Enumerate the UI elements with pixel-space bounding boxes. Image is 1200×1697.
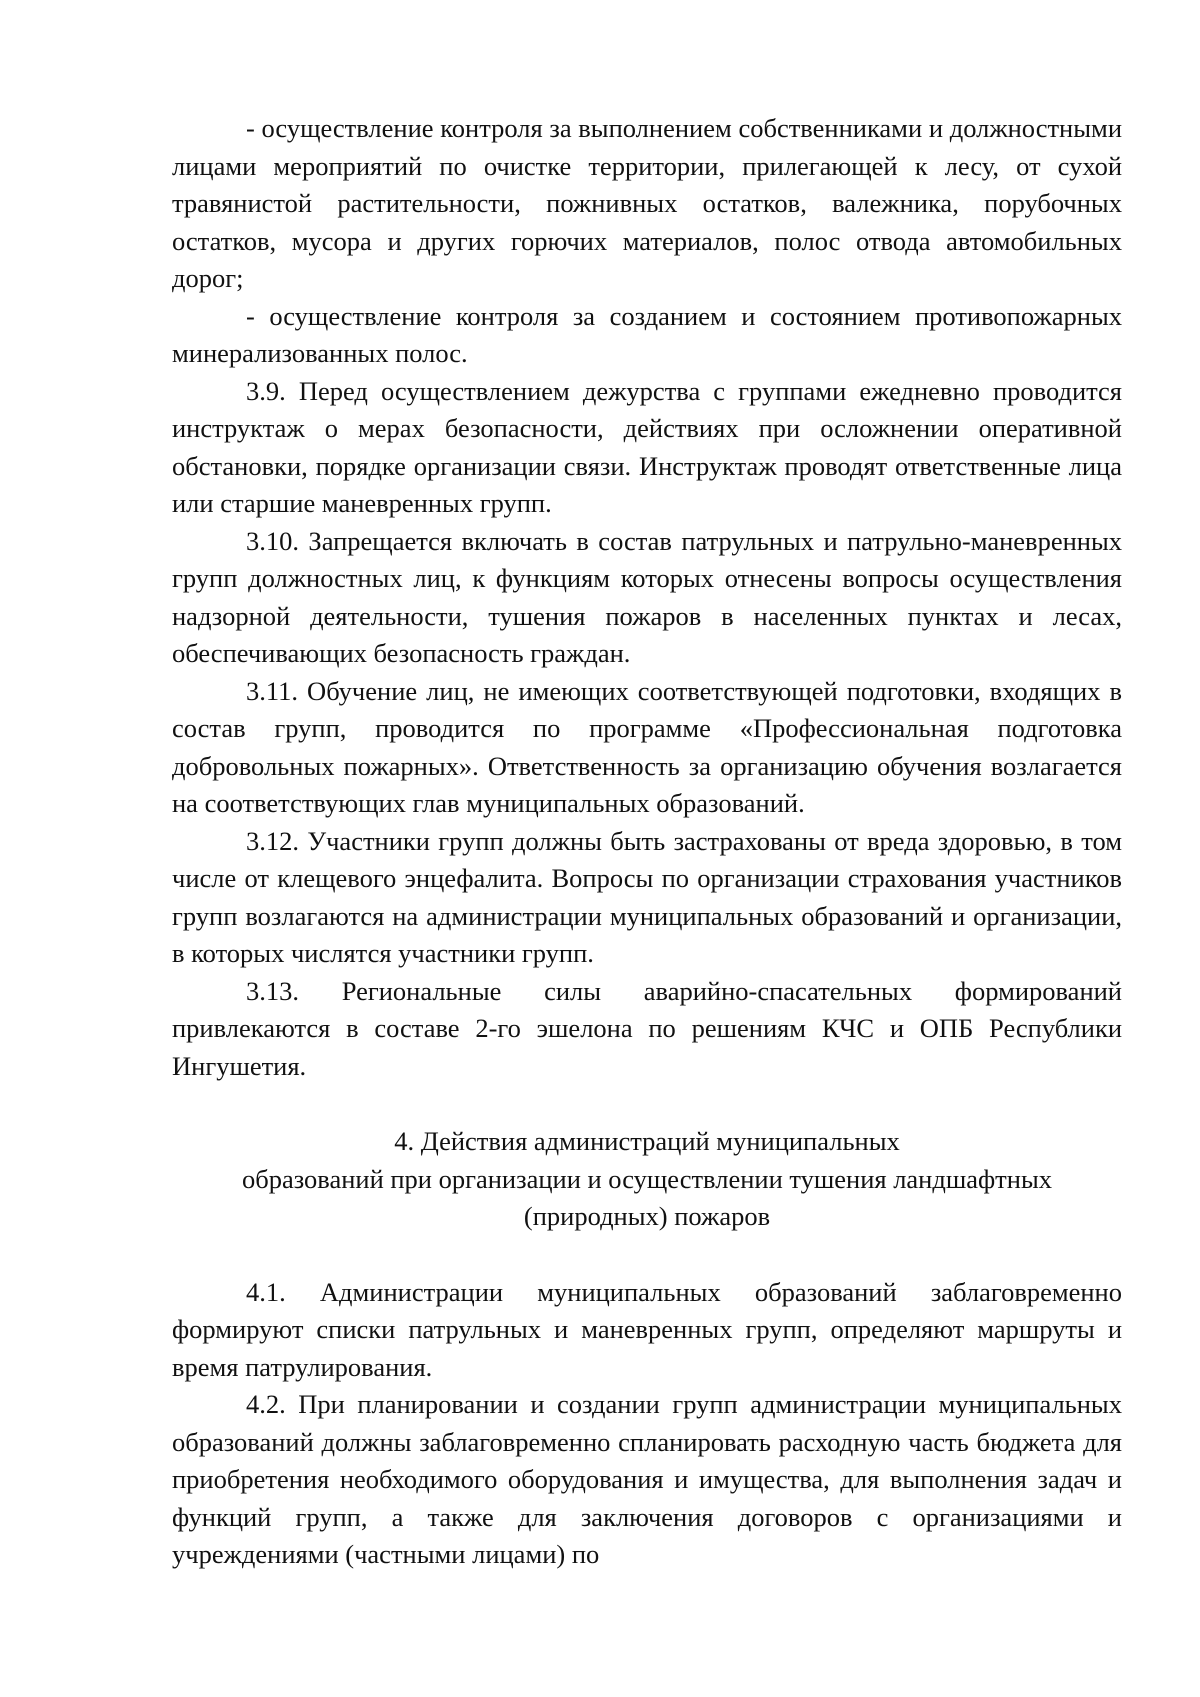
paragraph-3-10: 3.10. Запрещается включать в состав патрульных и патрульно-маневренных групп должностных лиц, к функциям которых отнесены вопросы осуществления надзорной деятельности, тушения пожаров в населенных пунктах и лесах, обеспечивающих безопасность граждан.: [172, 525, 1122, 668]
paragraph-3-12: 3.12. Участники групп должны быть застрахованы от вреда здоровью, в том числе от клещевого энцефалита. Вопросы по организации страхования участников групп возлагаются на администрации муниципальных образований и организации, в которых числятся участники групп.: [172, 825, 1122, 968]
paragraph-3-13: 3.13. Региональные силы аварийно-спасательных формирований привлекаются в составе 2-го эшелона по решениям КЧС и ОПБ Республики Ингушетия.: [172, 975, 1122, 1081]
paragraph-3-9: 3.9. Перед осуществлением дежурства с группами ежедневно проводится инструктаж о мерах безопасности, действиях при осложнении оперативной обстановки, порядке организации связи. Инструктаж проводят ответственные лица или старшие маневренных групп.: [172, 375, 1122, 518]
section-4-heading: [172, 1085, 1122, 1274]
paragraph-4-2: 4.2. При планировании и создании групп администрации муниципальных образований должны заблаговременно спланировать расходную часть бюджета для приобретения необходимого оборудования и имущества, для выполнения задач и функций групп, а также для заключения договоров с организациями и учреждениями (частными лицами) по: [172, 1389, 1122, 1569]
section-4-heading-line-1: 4. Действия администраций муниципальных: [394, 1126, 900, 1156]
section-4-heading-line-3: (природных) пожаров: [523, 1201, 771, 1231]
paragraph-control-firebreaks: - осуществление контроля за созданием и состоянием противопожарных минерализованных полос.: [172, 300, 1122, 368]
paragraph-control-cleaning: - осуществление контроля за выполнением собственниками и должностными лицами мероприятий по очистке территории, прилегающей к лесу, от сухой травянистой растительности, пожнивных остатков, валежника, порубочных остатков, мусора и других горючих материалов, полос отвода автомобильных дорог;: [172, 113, 1122, 293]
section-4-heading-line-2: образований при организации и осуществлении тушения ландшафтных: [241, 1163, 1053, 1194]
paragraph-3-11: 3.11. Обучение лиц, не имеющих соответствующей подготовки, входящих в состав групп, проводится по программе «Профессиональная подготовка добровольных пожарных». Ответственность за организацию обучения возлагается на соответствующих глав муниципальных образований.: [172, 675, 1122, 818]
document-page: [172, 110, 1122, 1574]
paragraph-4-1: 4.1. Администрации муниципальных образований заблаговременно формируют списки патрульных и маневренных групп, определяют маршруты и время патрулирования.: [172, 1276, 1122, 1382]
